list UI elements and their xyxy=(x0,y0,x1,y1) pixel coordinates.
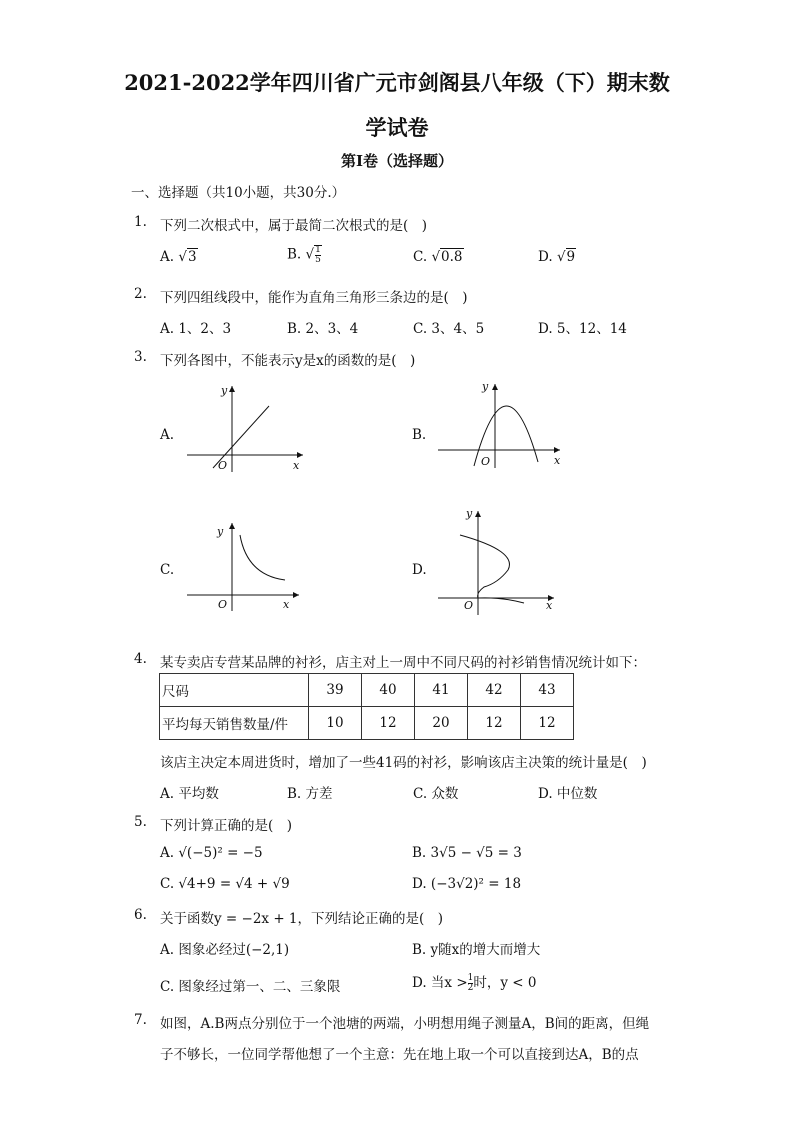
q4-number: 4. xyxy=(134,651,147,667)
table-cell: 40 xyxy=(362,674,415,707)
table-row xyxy=(160,707,574,740)
q5-option-c[interactable]: C. √4+9 = √4 + √9 xyxy=(160,876,290,892)
q3-option-a[interactable]: A. xyxy=(160,427,175,443)
exam-title-line2: 学试卷 xyxy=(365,115,429,140)
q4-option-b[interactable]: B. 方差 xyxy=(287,786,333,802)
q2-number: 2. xyxy=(134,286,147,302)
q4-text: 某专卖店专营某品牌的衬衫，店主对上一周中不同尺码的衬衫销售情况统计如下： xyxy=(160,655,646,671)
axis-x-label: x xyxy=(283,598,290,611)
row-label-size: 尺码 xyxy=(160,674,309,707)
exam-title-line1: 2021-2022学年四川省广元市剑阁县八年级（下）期末数 xyxy=(124,70,670,95)
q5-option-a[interactable]: A. √(−5)² = −5 xyxy=(160,845,263,861)
q6-option-b[interactable]: B. y随x的增大而增大 xyxy=(412,942,541,958)
q4-option-a[interactable]: A. 平均数 xyxy=(160,786,219,802)
q2-option-d[interactable]: D. 5、12、14 xyxy=(538,321,627,337)
q3-option-c[interactable]: C. xyxy=(160,562,175,578)
q3-option-d[interactable]: D. xyxy=(412,562,427,578)
q5-text: 下列计算正确的是( ) xyxy=(160,818,293,834)
sales-table xyxy=(159,673,574,740)
q7-number: 7. xyxy=(134,1012,147,1028)
axis-x-label: x xyxy=(546,599,553,612)
table-cell: 39 xyxy=(309,674,362,707)
table-cell: 10 xyxy=(309,707,362,740)
q6-option-d[interactable]: D. 当x > $\frac{1}{2}$ 时，y < 0 xyxy=(412,973,537,993)
table-cell: 42 xyxy=(468,674,521,707)
axis-y-label: y xyxy=(466,507,473,520)
table-cell: 12 xyxy=(468,707,521,740)
origin-label: O xyxy=(481,455,491,468)
table-cell: 12 xyxy=(362,707,415,740)
table-cell: 12 xyxy=(521,707,574,740)
axis-x-label: x xyxy=(293,459,300,472)
q4-option-d[interactable]: D. 中位数 xyxy=(538,786,598,802)
row-label-sales: 平均每天销售数量/件 xyxy=(160,707,309,740)
q2-option-a[interactable]: A. 1、2、3 xyxy=(160,321,232,337)
q7-text-line2: 子不够长，一位同学帮他想了一个主意：先在地上取一个可以直接到达A，B的点 xyxy=(160,1047,639,1063)
origin-label: O xyxy=(218,598,228,611)
q1-option-d[interactable]: D. √9 xyxy=(538,249,576,265)
section-heading: 一、选择题（共10小题，共30分.） xyxy=(131,185,346,201)
q3-graph-a xyxy=(185,380,310,475)
q6-text: 关于函数y = −2x + 1，下列结论正确的是( ) xyxy=(160,911,444,927)
q6-number: 6. xyxy=(134,907,147,923)
q2-text: 下列四组线段中，能作为直角三角形三条边的是( ) xyxy=(160,290,468,306)
q3-number: 3. xyxy=(134,349,147,365)
q6-option-c[interactable]: C. 图象经过第一、二、三象限 xyxy=(160,979,341,995)
q4-followup: 该店主决定本周进货时，增加了一些41码的衬衫，影响该店主决策的统计量是( ) xyxy=(160,755,647,771)
table-cell: 20 xyxy=(415,707,468,740)
q6-option-a[interactable]: A. 图象必经过(−2,1) xyxy=(160,942,290,958)
q2-option-c[interactable]: C. 3、4、5 xyxy=(413,321,485,337)
graph-c-curve xyxy=(240,535,285,580)
q3-option-b[interactable]: B. xyxy=(412,427,427,443)
q5-option-b[interactable]: B. 3√5 − √5 = 3 xyxy=(412,845,522,861)
table-cell: 41 xyxy=(415,674,468,707)
origin-label: O xyxy=(464,599,474,612)
q3-graph-d xyxy=(436,505,561,620)
axis-y-label: y xyxy=(217,525,224,538)
q1-text: 下列二次根式中，属于最简二次根式的是( ) xyxy=(160,218,428,234)
part-title: 第I卷（选择题） xyxy=(340,152,454,170)
q5-number: 5. xyxy=(134,814,147,830)
q5-option-d[interactable]: D. (−3√2)² = 18 xyxy=(412,876,522,892)
q3-text: 下列各图中，不能表示y是x的函数的是( ) xyxy=(160,353,416,369)
axis-y-label: y xyxy=(221,384,228,397)
origin-label: O xyxy=(218,459,228,472)
q2-option-b[interactable]: B. 2、3、4 xyxy=(287,321,359,337)
q3-graph-b xyxy=(436,378,566,473)
table-cell: 43 xyxy=(521,674,574,707)
graph-d-curve xyxy=(460,535,524,603)
table-row xyxy=(160,674,574,707)
q1-option-b[interactable]: B. √ $\frac{1}{5}$ xyxy=(287,245,321,265)
axis-y-label: y xyxy=(482,380,489,393)
q3-graph-c xyxy=(185,517,310,612)
q1-option-a[interactable]: A. √3 xyxy=(160,249,197,265)
axis-x-label: x xyxy=(554,454,561,467)
q4-option-c[interactable]: C. 众数 xyxy=(413,786,459,802)
q1-number: 1. xyxy=(134,214,147,230)
q7-text-line1: 如图，A.B两点分别位于一个池塘的两端，小明想用绳子测量A，B间的距离，但绳 xyxy=(160,1016,650,1032)
q1-option-c[interactable]: C. √0.8 xyxy=(413,249,463,265)
